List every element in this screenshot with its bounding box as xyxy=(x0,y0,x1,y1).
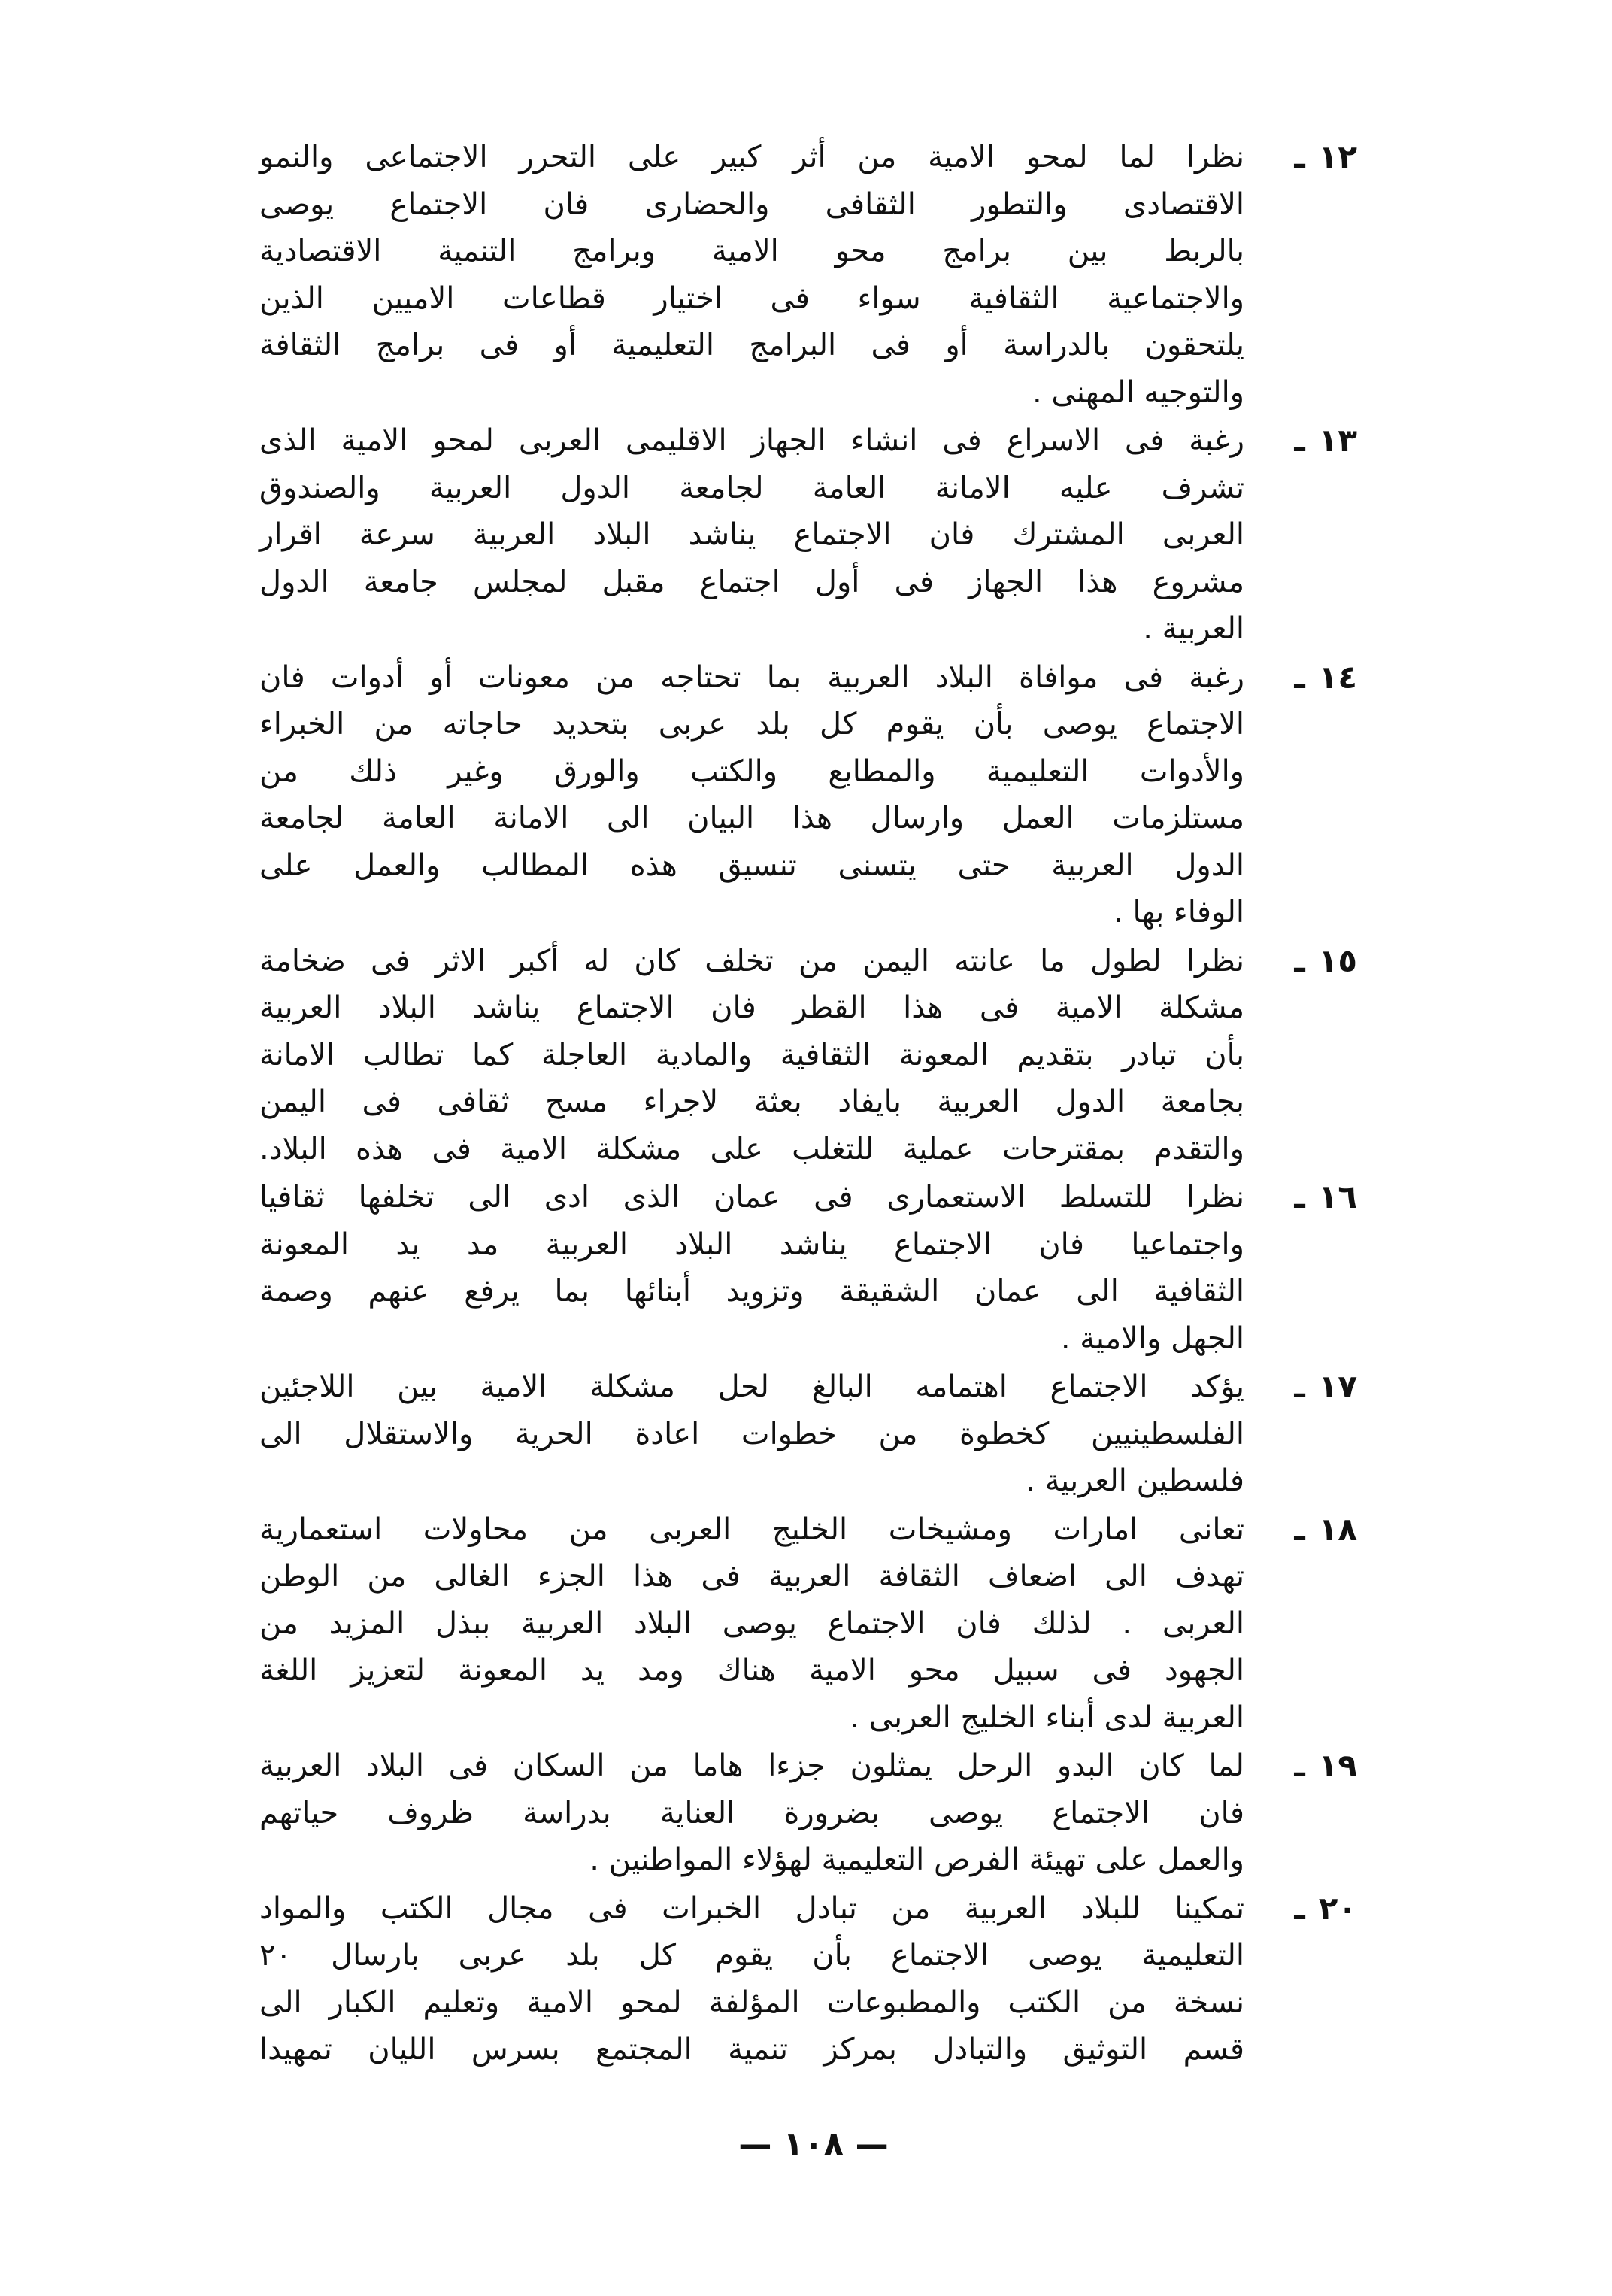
item-line: تمكينا للبلاد العربية من تبادل الخبرات فى مجال الكتب والمواد xyxy=(259,1891,1244,1926)
item-dash: ـ xyxy=(1294,1747,1305,1784)
item-line: الجهود فى سبيل محو الامية هناك ومد يد المعونة لتعزيز اللغة xyxy=(259,1653,1244,1688)
item-number: ١٤ xyxy=(1318,658,1357,696)
item-number-label xyxy=(1244,134,1357,416)
item-line: الدول العربية حتى يتسنى تنسيق هذه المطالب والعمل على xyxy=(259,848,1244,883)
item-dash: ـ xyxy=(1294,138,1305,175)
item-number-label xyxy=(1244,1885,1357,2073)
item-16 xyxy=(259,1174,1357,1362)
item-text xyxy=(259,1506,1244,1742)
item-number: ١٣ xyxy=(1318,422,1357,459)
item-number-label xyxy=(1244,654,1357,936)
item-17 xyxy=(259,1363,1357,1505)
item-number-label xyxy=(1244,1174,1357,1362)
item-number-label xyxy=(1244,1506,1357,1742)
item-number: ١٢ xyxy=(1318,138,1357,175)
item-text xyxy=(259,654,1244,936)
item-line: العربى المشترك فان الاجتماع يناشد البلاد العربية سرعة اقرار xyxy=(259,517,1244,552)
item-line: والتوجيه المهنى . xyxy=(1032,375,1244,410)
item-dash: ـ xyxy=(1294,1368,1305,1405)
item-number: ١٥ xyxy=(1318,942,1357,979)
item-number-label xyxy=(1244,1363,1357,1505)
item-line: والأدوات التعليمية والمطابع والكتب والورق وغير ذلك من xyxy=(259,754,1244,789)
item-line: الجهل والامية . xyxy=(1060,1321,1244,1356)
item-line: العربية لدى أبناء الخليج العربى . xyxy=(850,1700,1244,1735)
item-line: والعمل على تهيئة الفرص التعليمية لهؤلاء المواطنين . xyxy=(589,1843,1244,1877)
item-line: مشروع هذا الجهاز فى أول اجتماع مقبل لمجلس جامعة الدول xyxy=(259,564,1244,599)
item-number: ٢٠ xyxy=(1318,1889,1357,1927)
item-line: العربى . لذلك فان الاجتماع يوصى البلاد العربية ببذل المزيد من xyxy=(259,1606,1244,1641)
item-number: ١٨ xyxy=(1318,1510,1357,1548)
item-line: مستلزمات العمل وارسال هذا البيان الى الامانة العامة لجامعة xyxy=(259,801,1244,836)
item-dash: ـ xyxy=(1294,1889,1305,1927)
page-number: — ١٠٨ — xyxy=(738,2125,889,2164)
item-15 xyxy=(259,938,1357,1173)
item-text xyxy=(259,134,1244,416)
item-line: فلسطين العربية . xyxy=(1026,1463,1244,1498)
item-line: واجتماعيا فان الاجتماع يناشد البلاد العربية مد يد المعونة xyxy=(259,1227,1244,1262)
item-text xyxy=(259,417,1244,653)
item-dash: ـ xyxy=(1294,658,1305,696)
item-line: قسم التوثيق والتبادل بمركز تنمية المجتمع بسرس الليان تمهيدا xyxy=(259,2032,1244,2067)
item-text xyxy=(259,1742,1244,1884)
item-line: مشكلة الامية فى هذا القطر فان الاجتماع يناشد البلاد العربية xyxy=(259,990,1244,1025)
item-line: يؤكد الاجتماع اهتمامه البالغ لحل مشكلة الامية بين اللاجئين xyxy=(259,1369,1244,1404)
item-line: التعليمية يوصى الاجتماع بأن يقوم كل بلد عربى بارسال ٢٠ xyxy=(259,1938,1244,1973)
item-line: العربية . xyxy=(1143,611,1244,646)
item-line: نسخة من الكتب والمطبوعات المؤلفة لمحو الامية وتعليم الكبار الى xyxy=(259,1985,1244,2020)
item-text xyxy=(259,1174,1244,1362)
item-number: ١٦ xyxy=(1318,1178,1357,1215)
item-text xyxy=(259,1363,1244,1505)
item-line: والتقدم بمقترحات عملية للتغلب على مشكلة الامية فى هذه البلاد. xyxy=(259,1131,1244,1166)
item-number-label xyxy=(1244,938,1357,1173)
item-number-label xyxy=(1244,417,1357,653)
item-18 xyxy=(259,1506,1357,1742)
document-body xyxy=(259,134,1357,2075)
item-line: يلتحقون بالدراسة أو فى البرامج التعليمية أو فى برامج الثقافة xyxy=(259,328,1244,362)
item-line: الاقتصادى والتطور الثقافى والحضارى فان الاجتماع يوصى xyxy=(259,187,1244,222)
item-line: بجامعة الدول العربية بايفاد بعثة لاجراء مسح ثقافى فى اليمن xyxy=(259,1084,1244,1119)
item-text xyxy=(259,938,1244,1173)
item-dash: ـ xyxy=(1294,422,1305,459)
item-line: لما كان البدو الرحل يمثلون جزءا هاما من السكان فى البلاد العربية xyxy=(259,1749,1244,1783)
item-number: ١٧ xyxy=(1318,1368,1357,1405)
item-dash: ـ xyxy=(1294,942,1305,979)
item-dash: ـ xyxy=(1294,1510,1305,1548)
item-line: بأن تبادر بتقديم المعونة الثقافية والمادية العاجلة كما تطالب الامانة xyxy=(259,1037,1244,1072)
item-line: الوفاء بها . xyxy=(1114,895,1244,930)
item-line: رغبة فى موافاة البلاد العربية بما تحتاجه من معونات أو أدوات فان xyxy=(259,660,1244,695)
item-line: نظرا للتسلط الاستعمارى فى عمان الذى ادى الى تخلفها ثقافيا xyxy=(259,1180,1244,1215)
item-number-label xyxy=(1244,1742,1357,1884)
item-12 xyxy=(259,134,1357,416)
item-line: تهدف الى اضعاف الثقافة العربية فى هذا الجزء الغالى من الوطن xyxy=(259,1559,1244,1594)
item-line: فان الاجتماع يوصى بضرورة العناية بدراسة ظروف حياتهم xyxy=(259,1795,1244,1830)
item-20 xyxy=(259,1885,1357,2073)
item-line: تعانى امارات ومشيخات الخليج العربى من محاولات استعمارية xyxy=(259,1512,1244,1547)
item-line: والاجتماعية الثقافية سواء فى اختيار قطاعات الاميين الذين xyxy=(259,281,1244,316)
item-line: نظرا لطول ما عانته اليمن من تخلف كان له أكبر الاثر فى ضخامة xyxy=(259,943,1244,978)
item-line: الاجتماع يوصى بأن يقوم كل بلد عربى بتحديد حاجاته من الخبراء xyxy=(259,707,1244,742)
item-19 xyxy=(259,1742,1357,1884)
item-line: بالربط بين برامج محو الامية وبرامج التنمية الاقتصادية xyxy=(259,234,1244,268)
item-line: الثقافية الى عمان الشقيقة وتزويد أبنائها بما يرفع عنهم وصمة xyxy=(259,1274,1244,1309)
item-line: تشرف عليه الامانة العامة لجامعة الدول العربية والصندوق xyxy=(259,470,1244,505)
item-number: ١٩ xyxy=(1318,1747,1357,1784)
item-text xyxy=(259,1885,1244,2073)
item-dash: ـ xyxy=(1294,1178,1305,1215)
item-14 xyxy=(259,654,1357,936)
item-line: رغبة فى الاسراع فى انشاء الجهاز الاقليمى العربى لمحو الامية الذى xyxy=(259,423,1244,458)
item-line: نظرا لما لمحو الامية من أثر كبير على التحرر الاجتماعى والنمو xyxy=(259,140,1244,174)
item-line: الفلسطينيين كخطوة من خطوات اعادة الحرية والاستقلال الى xyxy=(259,1416,1244,1451)
item-13 xyxy=(259,417,1357,653)
